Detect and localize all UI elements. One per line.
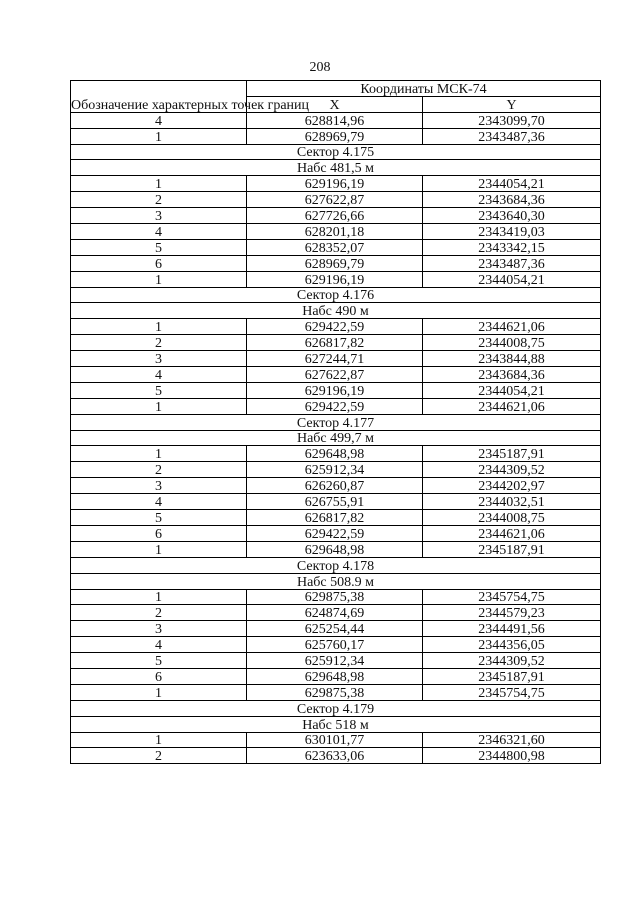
table-row	[71, 382, 601, 398]
y-coordinate-cell: 2345754,75	[423, 684, 601, 700]
coordinates-table	[70, 80, 601, 764]
table-row	[71, 541, 601, 557]
section-row	[71, 303, 601, 319]
section-row	[71, 573, 601, 589]
y-coordinate-cell: 2344800,98	[423, 748, 601, 764]
y-coordinate-cell: 2343684,36	[423, 192, 601, 208]
section-label: Сектор 4.177	[71, 414, 601, 430]
table-row	[71, 351, 601, 367]
y-coordinate-cell: 2343342,15	[423, 239, 601, 255]
section-label: Набс 508.9 м	[71, 573, 601, 589]
section-row	[71, 144, 601, 160]
section-label: Сектор 4.175	[71, 144, 601, 160]
x-column-header: X	[247, 96, 423, 112]
section-label: Сектор 4.179	[71, 700, 601, 716]
point-number-cell: 1	[71, 684, 247, 700]
point-number-cell: 2	[71, 335, 247, 351]
table-row	[71, 208, 601, 224]
section-row	[71, 160, 601, 176]
x-coordinate-cell: 628969,79	[247, 128, 423, 144]
x-coordinate-cell: 628969,79	[247, 255, 423, 271]
point-number-cell: 3	[71, 351, 247, 367]
point-number-cell: 5	[71, 239, 247, 255]
point-number-cell: 4	[71, 494, 247, 510]
section-row	[71, 700, 601, 716]
table-row	[71, 128, 601, 144]
x-coordinate-cell: 626755,91	[247, 494, 423, 510]
x-coordinate-cell: 629875,38	[247, 684, 423, 700]
x-coordinate-cell: 625760,17	[247, 637, 423, 653]
page-number: 208	[309, 60, 331, 75]
y-coordinate-cell: 2343419,03	[423, 224, 601, 240]
table-row	[71, 462, 601, 478]
point-number-cell: 3	[71, 478, 247, 494]
table-body	[71, 112, 601, 764]
x-coordinate-cell: 626817,82	[247, 335, 423, 351]
x-coordinate-cell: 630101,77	[247, 732, 423, 748]
x-coordinate-cell: 628814,96	[247, 112, 423, 128]
point-number-cell: 1	[71, 589, 247, 605]
x-coordinate-cell: 629875,38	[247, 589, 423, 605]
table-row	[71, 176, 601, 192]
section-row	[71, 430, 601, 446]
x-coordinate-cell: 628201,18	[247, 224, 423, 240]
table-row	[71, 684, 601, 700]
y-coordinate-cell: 2344054,21	[423, 382, 601, 398]
x-coordinate-cell: 629648,98	[247, 541, 423, 557]
y-coordinate-cell: 2343640,30	[423, 208, 601, 224]
y-coordinate-cell: 2344008,75	[423, 510, 601, 526]
table-row	[71, 621, 601, 637]
y-coordinate-cell: 2344054,21	[423, 176, 601, 192]
x-coordinate-cell: 623633,06	[247, 748, 423, 764]
y-coordinate-cell: 2344054,21	[423, 271, 601, 287]
point-label-header: Обозначение характерных точек границ	[71, 81, 247, 113]
x-coordinate-cell: 628352,07	[247, 239, 423, 255]
table-row	[71, 271, 601, 287]
y-coordinate-cell: 2344008,75	[423, 335, 601, 351]
table-row	[71, 525, 601, 541]
y-coordinate-cell: 2345187,91	[423, 446, 601, 462]
y-coordinate-cell: 2345187,91	[423, 541, 601, 557]
x-coordinate-cell: 629422,59	[247, 398, 423, 414]
point-number-cell: 3	[71, 208, 247, 224]
section-row	[71, 557, 601, 573]
point-number-cell: 1	[71, 541, 247, 557]
y-coordinate-cell: 2344621,06	[423, 525, 601, 541]
table-row	[71, 637, 601, 653]
point-number-cell: 1	[71, 398, 247, 414]
x-coordinate-cell: 626817,82	[247, 510, 423, 526]
x-coordinate-cell: 629196,19	[247, 176, 423, 192]
y-coordinate-cell: 2344309,52	[423, 462, 601, 478]
table-row	[71, 510, 601, 526]
x-coordinate-cell: 629422,59	[247, 319, 423, 335]
x-coordinate-cell: 625254,44	[247, 621, 423, 637]
section-label: Набс 481,5 м	[71, 160, 601, 176]
y-column-header: Y	[423, 96, 601, 112]
table-row	[71, 446, 601, 462]
point-number-cell: 1	[71, 176, 247, 192]
section-label: Набс 490 м	[71, 303, 601, 319]
table-row	[71, 319, 601, 335]
x-coordinate-cell: 626260,87	[247, 478, 423, 494]
point-number-cell: 1	[71, 128, 247, 144]
point-number-cell: 5	[71, 653, 247, 669]
point-number-cell: 5	[71, 510, 247, 526]
section-label: Сектор 4.176	[71, 287, 601, 303]
section-row	[71, 716, 601, 732]
table-row	[71, 224, 601, 240]
coords-system-header: Координаты МСК-74	[247, 81, 601, 97]
table-header-row	[71, 81, 601, 97]
table-row	[71, 732, 601, 748]
point-number-cell: 2	[71, 192, 247, 208]
table-row	[71, 589, 601, 605]
table-row	[71, 112, 601, 128]
point-number-cell: 1	[71, 446, 247, 462]
table-row	[71, 653, 601, 669]
y-coordinate-cell: 2345187,91	[423, 668, 601, 684]
x-coordinate-cell: 629648,98	[247, 446, 423, 462]
point-number-cell: 4	[71, 637, 247, 653]
section-row	[71, 414, 601, 430]
y-coordinate-cell: 2344579,23	[423, 605, 601, 621]
y-coordinate-cell: 2344491,56	[423, 621, 601, 637]
x-coordinate-cell: 629196,19	[247, 382, 423, 398]
table-row	[71, 239, 601, 255]
point-number-cell: 6	[71, 668, 247, 684]
y-coordinate-cell: 2343684,36	[423, 367, 601, 383]
point-number-cell: 6	[71, 525, 247, 541]
point-number-cell: 1	[71, 732, 247, 748]
point-number-cell: 3	[71, 621, 247, 637]
point-number-cell: 5	[71, 382, 247, 398]
x-coordinate-cell: 624874,69	[247, 605, 423, 621]
y-coordinate-cell: 2345754,75	[423, 589, 601, 605]
point-number-cell: 6	[71, 255, 247, 271]
table-row	[71, 668, 601, 684]
section-label: Набс 499,7 м	[71, 430, 601, 446]
section-row	[71, 287, 601, 303]
y-coordinate-cell: 2343487,36	[423, 255, 601, 271]
section-label: Сектор 4.178	[71, 557, 601, 573]
y-coordinate-cell: 2344202,97	[423, 478, 601, 494]
table-row	[71, 335, 601, 351]
y-coordinate-cell: 2344032,51	[423, 494, 601, 510]
x-coordinate-cell: 627244,71	[247, 351, 423, 367]
y-coordinate-cell: 2343844,88	[423, 351, 601, 367]
point-number-cell: 2	[71, 462, 247, 478]
table-row	[71, 367, 601, 383]
x-coordinate-cell: 627622,87	[247, 367, 423, 383]
x-coordinate-cell: 629648,98	[247, 668, 423, 684]
point-number-cell: 1	[71, 319, 247, 335]
point-number-cell: 4	[71, 367, 247, 383]
point-number-cell: 4	[71, 224, 247, 240]
table-row	[71, 192, 601, 208]
x-coordinate-cell: 627622,87	[247, 192, 423, 208]
table-row	[71, 398, 601, 414]
point-number-cell: 2	[71, 748, 247, 764]
point-number-cell: 2	[71, 605, 247, 621]
point-number-cell: 1	[71, 271, 247, 287]
x-coordinate-cell: 625912,34	[247, 462, 423, 478]
table-row	[71, 605, 601, 621]
point-number-cell: 4	[71, 112, 247, 128]
y-coordinate-cell: 2344356,05	[423, 637, 601, 653]
y-coordinate-cell: 2344309,52	[423, 653, 601, 669]
x-coordinate-cell: 629422,59	[247, 525, 423, 541]
table-row	[71, 748, 601, 764]
x-coordinate-cell: 629196,19	[247, 271, 423, 287]
table-row	[71, 494, 601, 510]
section-label: Набс 518 м	[71, 716, 601, 732]
table-row	[71, 255, 601, 271]
y-coordinate-cell: 2343099,70	[423, 112, 601, 128]
y-coordinate-cell: 2346321,60	[423, 732, 601, 748]
table-row	[71, 478, 601, 494]
x-coordinate-cell: 627726,66	[247, 208, 423, 224]
y-coordinate-cell: 2344621,06	[423, 398, 601, 414]
y-coordinate-cell: 2343487,36	[423, 128, 601, 144]
y-coordinate-cell: 2344621,06	[423, 319, 601, 335]
x-coordinate-cell: 625912,34	[247, 653, 423, 669]
